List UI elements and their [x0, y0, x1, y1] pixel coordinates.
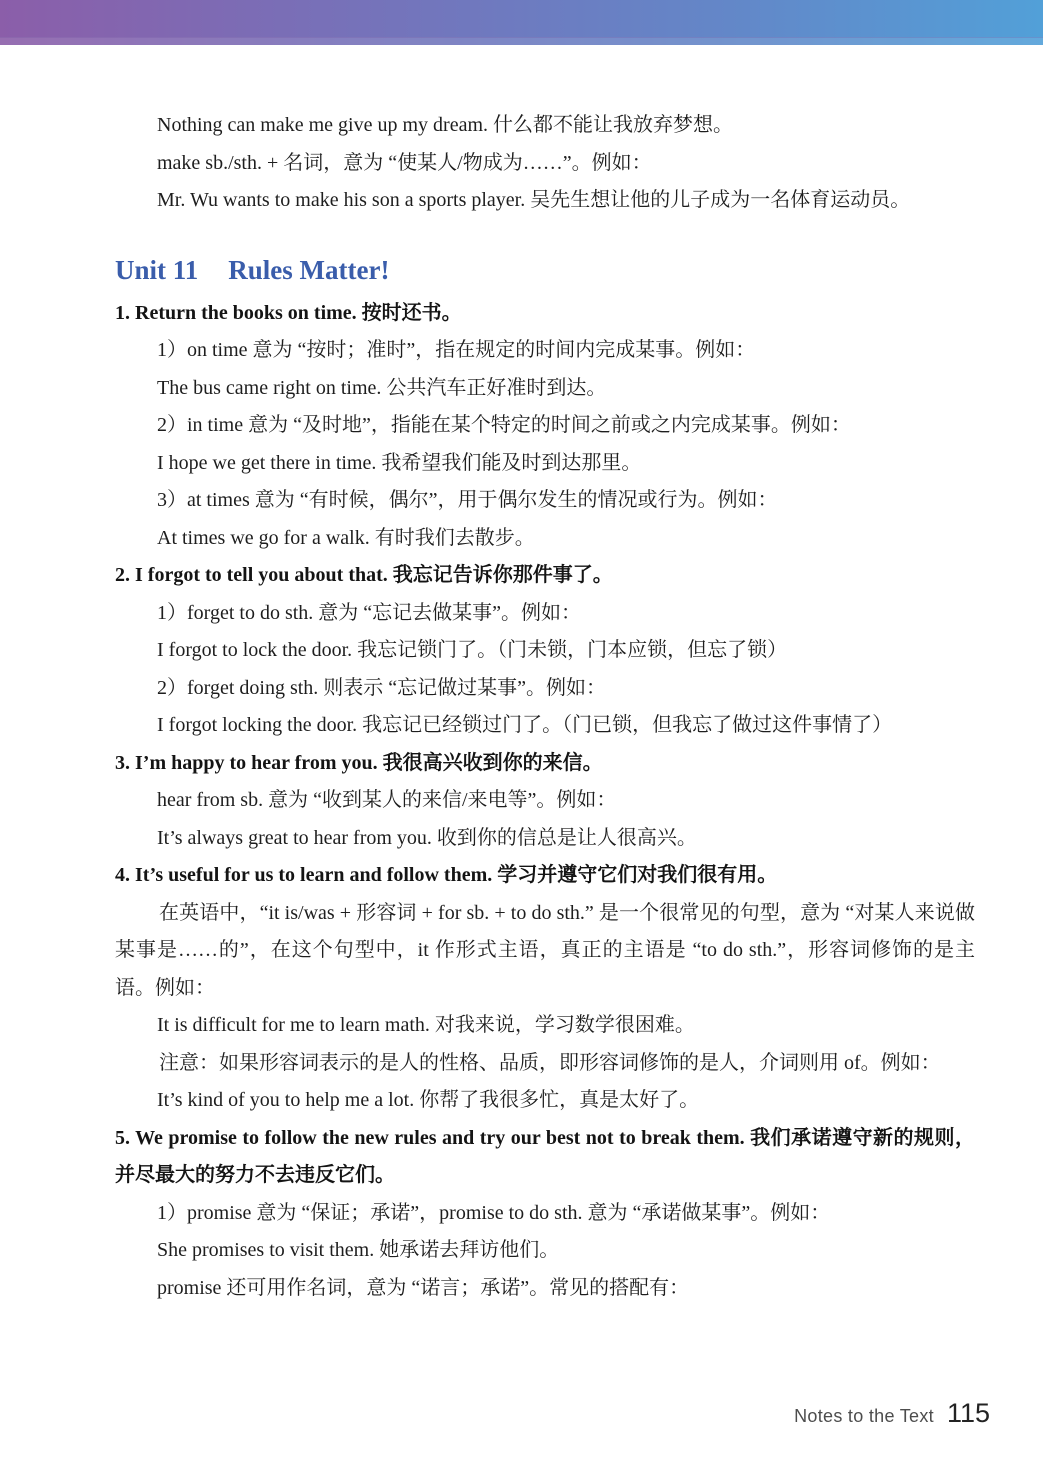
page-footer — [794, 1398, 990, 1429]
text-line: 1）forget to do sth. 意为 “忘记去做某事”。例如： — [157, 601, 582, 624]
text-line: 1）promise 意为 “保证；承诺”，promise to do sth. 意为 “承诺做某事”。例如： — [157, 1201, 831, 1224]
text-line: It’s kind of you to help me a lot. 你帮了我很多忙，真是太好了。 — [157, 1089, 700, 1111]
item-heading: 5. We promise to follow the new rules and try our best not to break them. 我们承诺遵守新的规则，并尽最大的努力不去违反它们。 — [115, 1126, 975, 1186]
item-heading: 1. Return the books on time. 按时还书。 — [115, 301, 462, 324]
section-5 — [115, 1120, 975, 1308]
page-content — [0, 45, 1043, 1307]
unit-number-label: Unit 11 — [115, 254, 199, 285]
text-line: Mr. Wu wants to make his son a sports player. 吴先生想让他的儿子成为一名体育运动员。 — [157, 189, 911, 211]
section-1 — [115, 295, 975, 558]
note-paragraph: 注意：如果形容词表示的是人的性格、品质，即形容词修饰的是人，介词则用 of。例如： — [159, 1051, 941, 1074]
text-line: The bus came right on time. 公共汽车正好准时到达。 — [157, 376, 607, 399]
text-line: 2）in time 意为 “及时地”，指能在某个特定的时间之前或之内完成某事。例如： — [157, 414, 851, 436]
footer-page-number: 115 — [946, 1398, 990, 1428]
explanation-paragraph: 在英语中，“it is/was + 形容词 + for sb. + to do sth.” 是一个很常见的句型，意为 “对某人来说做某事是……的”，在这个句型中，it 作形式主语，真正的主语是 “to do sth.”，形容词修饰的是主语。例如： — [115, 901, 975, 999]
text-line: hear from sb. 意为 “收到某人的来信/来电等”。例如： — [157, 789, 617, 811]
text-line: At times we go for a walk. 有时我们去散步。 — [157, 526, 535, 549]
unit-title: Rules Matter! — [228, 254, 390, 285]
section-3 — [115, 745, 975, 858]
text-line: It’s always great to hear from you. 收到你的信总是让人很高兴。 — [157, 826, 697, 849]
intro-block — [115, 107, 975, 220]
item-heading: 3. I’m happy to hear from you. 我很高兴收到你的来信。 — [115, 751, 603, 774]
text-line: I hope we get there in time. 我希望我们能及时到达那里。 — [157, 451, 642, 474]
footer-section-label: Notes to the Text — [794, 1406, 934, 1426]
item-heading: 2. I forgot to tell you about that. 我忘记告诉你那件事了。 — [115, 564, 613, 586]
section-4 — [115, 857, 975, 1120]
text-line: She promises to visit them. 她承诺去拜访他们。 — [157, 1239, 560, 1261]
text-line: promise 还可用作名词，意为 “诺言；承诺”。常见的搭配有： — [157, 1276, 690, 1299]
section-2 — [115, 557, 975, 745]
text-line: 3）at times 意为 “有时候，偶尔”，用于偶尔发生的情况或行为。例如： — [157, 489, 778, 511]
text-line: Nothing can make me give up my dream. 什么都不能让我放弃梦想。 — [157, 114, 734, 136]
text-line: 2）forget doing sth. 则表示 “忘记做过某事”。例如： — [157, 676, 607, 699]
item-heading: 4. It’s useful for us to learn and follow them. 学习并遵守它们对我们很有用。 — [115, 864, 778, 886]
text-line: I forgot to lock the door. 我忘记锁门了。（门未锁，门本应锁，但忘了锁） — [157, 639, 788, 661]
header-gradient-bar — [0, 0, 1043, 45]
text-line: make sb./sth. + 名词，意为 “使某人/物成为……”。例如： — [157, 151, 652, 174]
text-line: It is difficult for me to learn math. 对我来说，学习数学很困难。 — [157, 1014, 695, 1036]
text-line: 1）on time 意为 “按时；准时”，指在规定的时间内完成某事。例如： — [157, 339, 756, 361]
unit-heading — [115, 250, 975, 290]
text-line: I forgot locking the door. 我忘记已经锁过门了。（门已锁，但我忘了做过这件事情了） — [157, 714, 893, 736]
